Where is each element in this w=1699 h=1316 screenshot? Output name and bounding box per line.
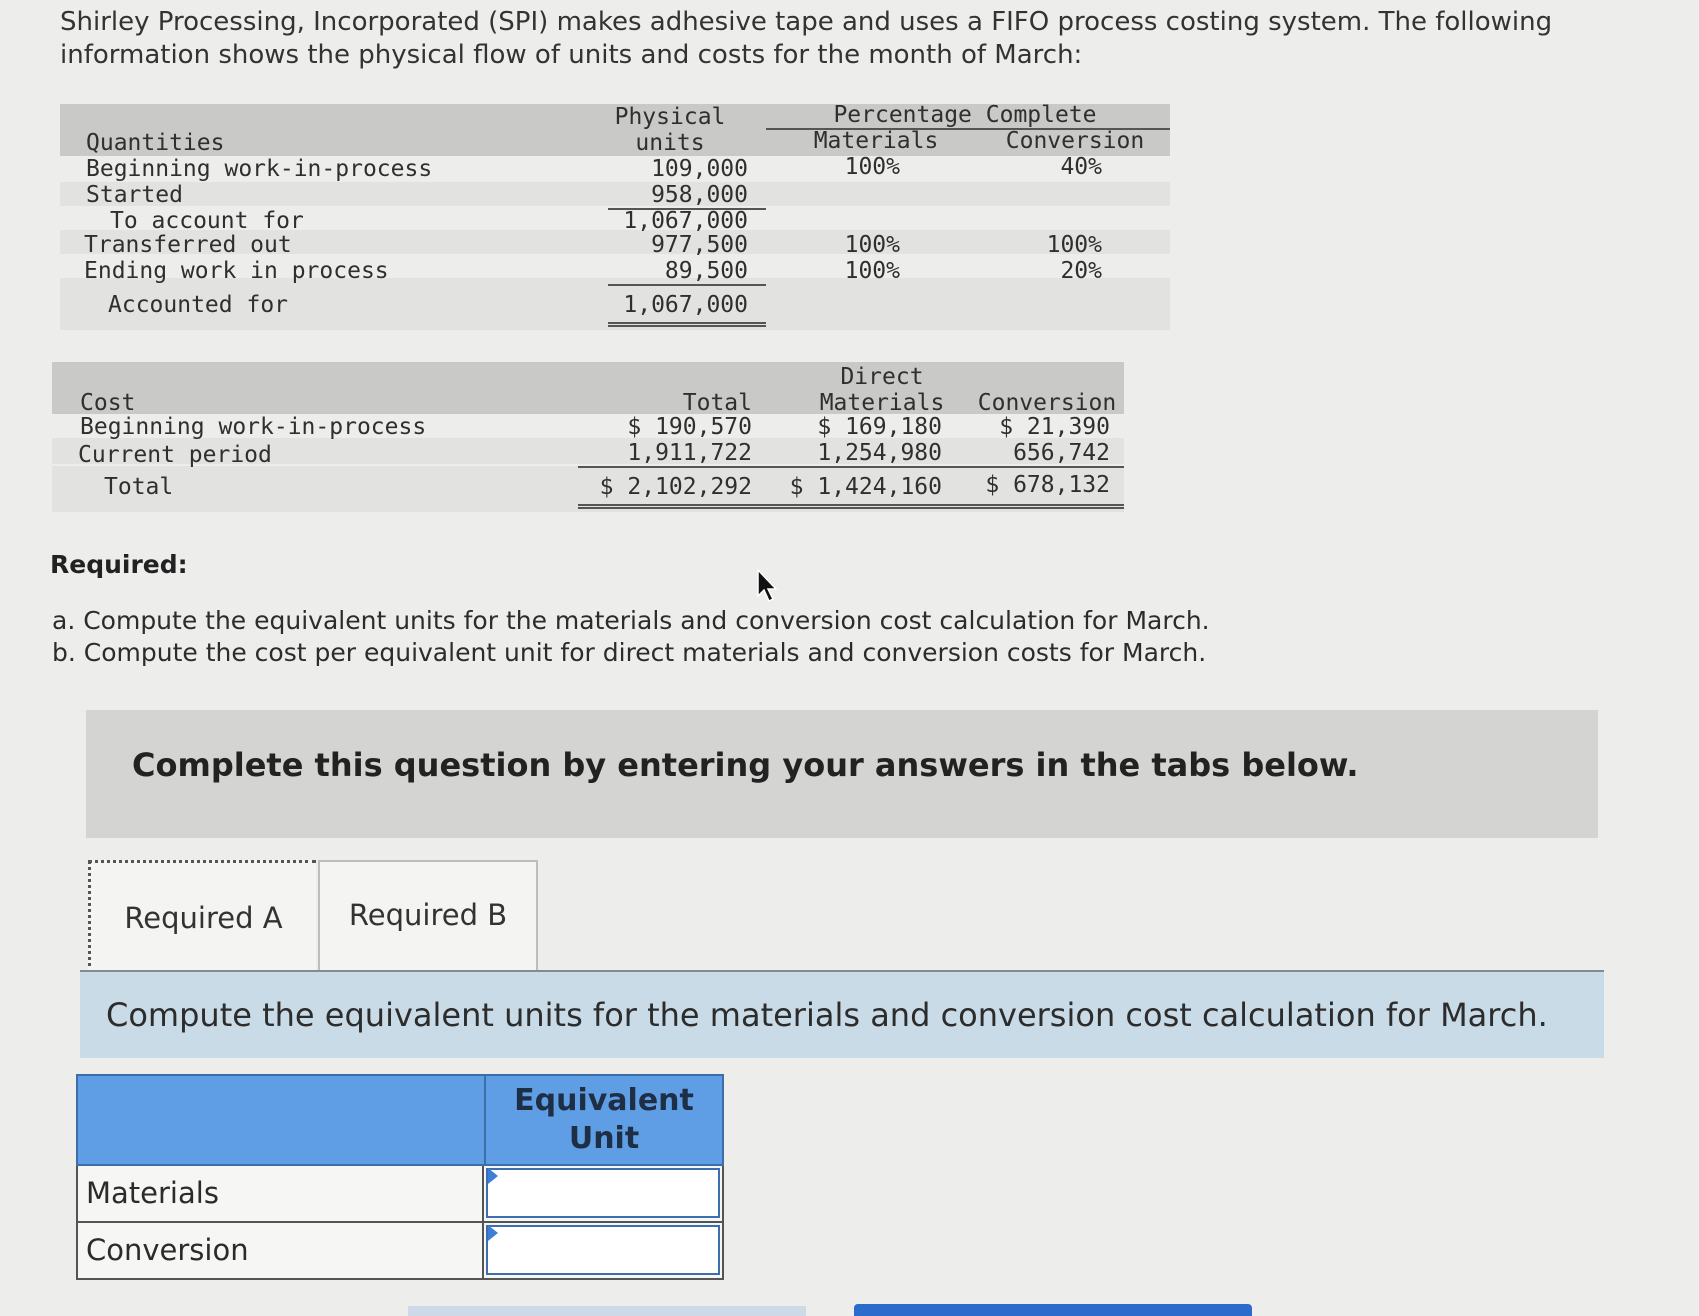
materials-equivalent-unit-input[interactable]	[486, 1168, 720, 1218]
row-label: Transferred out	[84, 232, 292, 258]
row-label: Beginning work-in-process	[80, 414, 427, 440]
conversion-value: 656,742	[1013, 440, 1110, 466]
quantities-table	[60, 100, 1170, 332]
row-label: Accounted for	[108, 292, 289, 318]
row-label: Beginning work-in-process	[86, 156, 433, 182]
tab-required-b[interactable]	[318, 860, 538, 974]
materials-pct: 100%	[844, 154, 900, 180]
conversion-value: $ 678,132	[985, 472, 1110, 498]
units-value: 958,000	[651, 182, 748, 208]
units-value: 1,067,000	[623, 208, 748, 234]
row-label: Total	[104, 474, 174, 500]
tab-required-a-label: Required A	[124, 901, 283, 935]
direct-materials-header: Direct	[840, 364, 924, 390]
units-value: 1,067,000	[623, 292, 748, 318]
conversion-value: $ 21,390	[999, 414, 1110, 440]
row-label: Started	[86, 182, 183, 208]
input-marker-icon	[488, 1225, 498, 1241]
dm-value: $ 169,180	[817, 414, 942, 440]
problem-intro: Shirley Processing, Incorporated (SPI) makes adhesive tape and uses a FIFO process costing system. The following information shows the physical flow of units and costs for the month of March:	[60, 7, 1553, 70]
next-button[interactable]	[854, 1304, 1252, 1316]
materials-pct: 100%	[844, 258, 900, 284]
total-value: $ 190,570	[627, 414, 752, 440]
answer-row-materials	[76, 1166, 724, 1223]
row-divider	[482, 1166, 484, 1221]
prev-button[interactable]	[408, 1306, 806, 1316]
direct-materials-header: Materials	[819, 390, 945, 416]
conversion-pct: 20%	[1060, 258, 1102, 284]
units-value: 89,500	[664, 258, 748, 284]
physical-units-header: Physical	[614, 104, 726, 130]
required-title: Required:	[50, 550, 188, 579]
cost-table	[52, 362, 1124, 512]
subtotal-rule	[608, 284, 766, 286]
answer-row-label: Materials	[86, 1176, 219, 1210]
dm-value: $ 1,424,160	[789, 474, 942, 500]
equivalent-unit-header: Equivalent Unit	[514, 1083, 694, 1156]
tab-instruction-text: Compute the equivalent units for the materials and conversion cost calculation for March.	[106, 996, 1548, 1034]
instructions-banner	[86, 710, 1598, 838]
cost-label: Cost	[80, 390, 136, 416]
total-header: Total	[682, 390, 752, 416]
row-label: Current period	[78, 442, 272, 468]
answer-row-label: Conversion	[86, 1233, 249, 1267]
mouse-cursor-icon	[756, 568, 780, 604]
total-value: 1,911,722	[627, 440, 752, 466]
row-divider	[482, 1223, 484, 1278]
tab-required-a[interactable]	[88, 860, 316, 974]
conversion-pct: 40%	[1060, 154, 1102, 180]
physical-units-header: units	[635, 130, 705, 156]
dm-value: 1,254,980	[817, 440, 942, 466]
instructions-banner-text: Complete this question by entering your answers in the tabs below.	[132, 746, 1359, 784]
conversion-header: Conversion	[1005, 128, 1145, 154]
total-double-rule	[578, 504, 1124, 509]
units-value: 109,000	[651, 156, 748, 182]
row-label: To account for	[110, 208, 304, 234]
percentage-complete-header: Percentage Complete	[833, 102, 1097, 128]
conversion-pct: 100%	[1046, 232, 1102, 258]
input-marker-icon	[488, 1168, 498, 1184]
materials-header: Materials	[813, 128, 939, 154]
row-label: Ending work in process	[84, 258, 389, 284]
required-a-text: a. Compute the equivalent units for the materials and conversion cost calculation for March.	[52, 606, 1210, 635]
conversion-header: Conversion	[977, 390, 1117, 416]
quantities-label: Quantities	[86, 130, 225, 156]
conversion-equivalent-unit-input[interactable]	[486, 1225, 720, 1275]
answer-table-header	[76, 1074, 724, 1166]
subtotal-rule	[578, 466, 1124, 468]
answer-row-conversion	[76, 1223, 724, 1280]
units-value: 977,500	[651, 232, 748, 258]
materials-pct: 100%	[844, 232, 900, 258]
tab-required-b-label: Required B	[348, 898, 508, 932]
total-double-rule	[608, 322, 766, 327]
total-value: $ 2,102,292	[599, 474, 752, 500]
tab-instruction-bar	[80, 970, 1604, 1058]
required-b-text: b. Compute the cost per equivalent unit for direct materials and conversion costs for March.	[52, 638, 1207, 667]
